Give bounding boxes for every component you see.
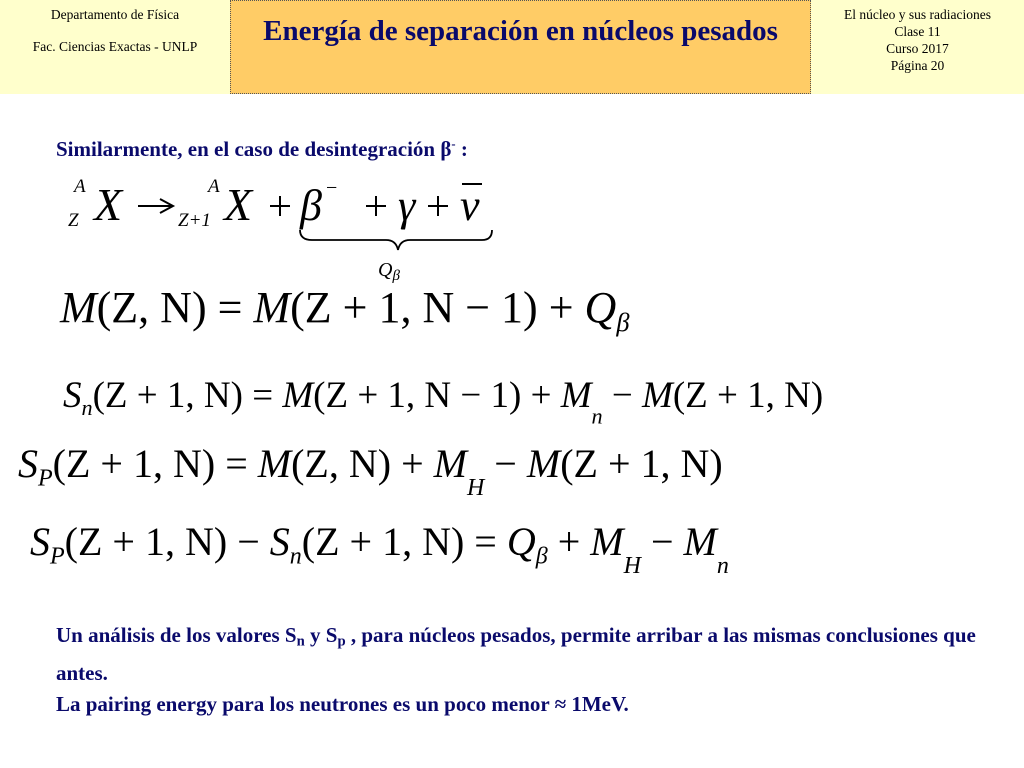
daughter-nucleus: X xyxy=(224,179,253,230)
beta-charge: − xyxy=(326,177,338,199)
neutron-separation-equation: $S_n(Z + 1$, N) = M(Z + 1, $N - 1) + M_n - M(Z + 1$, N) xyxy=(63,375,824,429)
course-name: El núcleo y sus radiaciones xyxy=(844,7,991,22)
page-number: Página 20 xyxy=(890,58,945,73)
slide-title: Energía de separación en núcleos pesados xyxy=(263,15,778,47)
class-number: Clase 11 xyxy=(894,24,941,39)
beta-decay-reaction xyxy=(60,168,500,288)
conclusion-text xyxy=(56,620,1006,720)
gamma-symbol: γ xyxy=(398,181,416,230)
proton-separation-equation: $S_P(Z + 1$, N) = M(Z, $N) + M_H - M(Z + 1$, N) xyxy=(18,441,723,501)
beta-particle: β xyxy=(300,181,322,230)
course-year: Curso 2017 xyxy=(886,41,949,56)
separation-difference-equation: $S_P(Z + 1$, $N) - S_n(Z + 1$, $N) = Q_\beta + M_H - M_n$ xyxy=(30,519,729,579)
faculty-label: Fac. Ciencias Exactas - UNLP xyxy=(32,39,198,54)
underbrace xyxy=(300,230,492,250)
parent-nucleus: X xyxy=(94,179,123,230)
conclusion-paragraph-1: Un análisis de los valores $S_n$ y $S_p$ , para núcleos pesados, permite arribar a las mismas conclusiones que antes. xyxy=(56,623,976,685)
header-left-box xyxy=(0,0,230,94)
header-title-box xyxy=(230,0,811,94)
header-right-box xyxy=(811,0,1024,94)
daughter-atomic-number: Z+1 xyxy=(178,210,211,231)
q-beta-label: $Q_\beta$ xyxy=(378,259,400,284)
parent-atomic-number: Z xyxy=(68,210,79,231)
department-label: Departamento de Física xyxy=(50,7,180,22)
mass-balance-equation: M(Z, N) = M(Z + 1, $N - 1) + Q_\beta$ xyxy=(60,283,630,338)
daughter-mass-number: A xyxy=(208,176,220,197)
parent-mass-number: A xyxy=(74,176,86,197)
conclusion-paragraph-2: La pairing energy para los neutrones es un poco menor ≈ 1MeV. xyxy=(56,691,629,716)
antineutrino-symbol: ν xyxy=(460,181,480,230)
intro-text: Similarmente, en el caso de desintegración β- : xyxy=(56,137,468,161)
